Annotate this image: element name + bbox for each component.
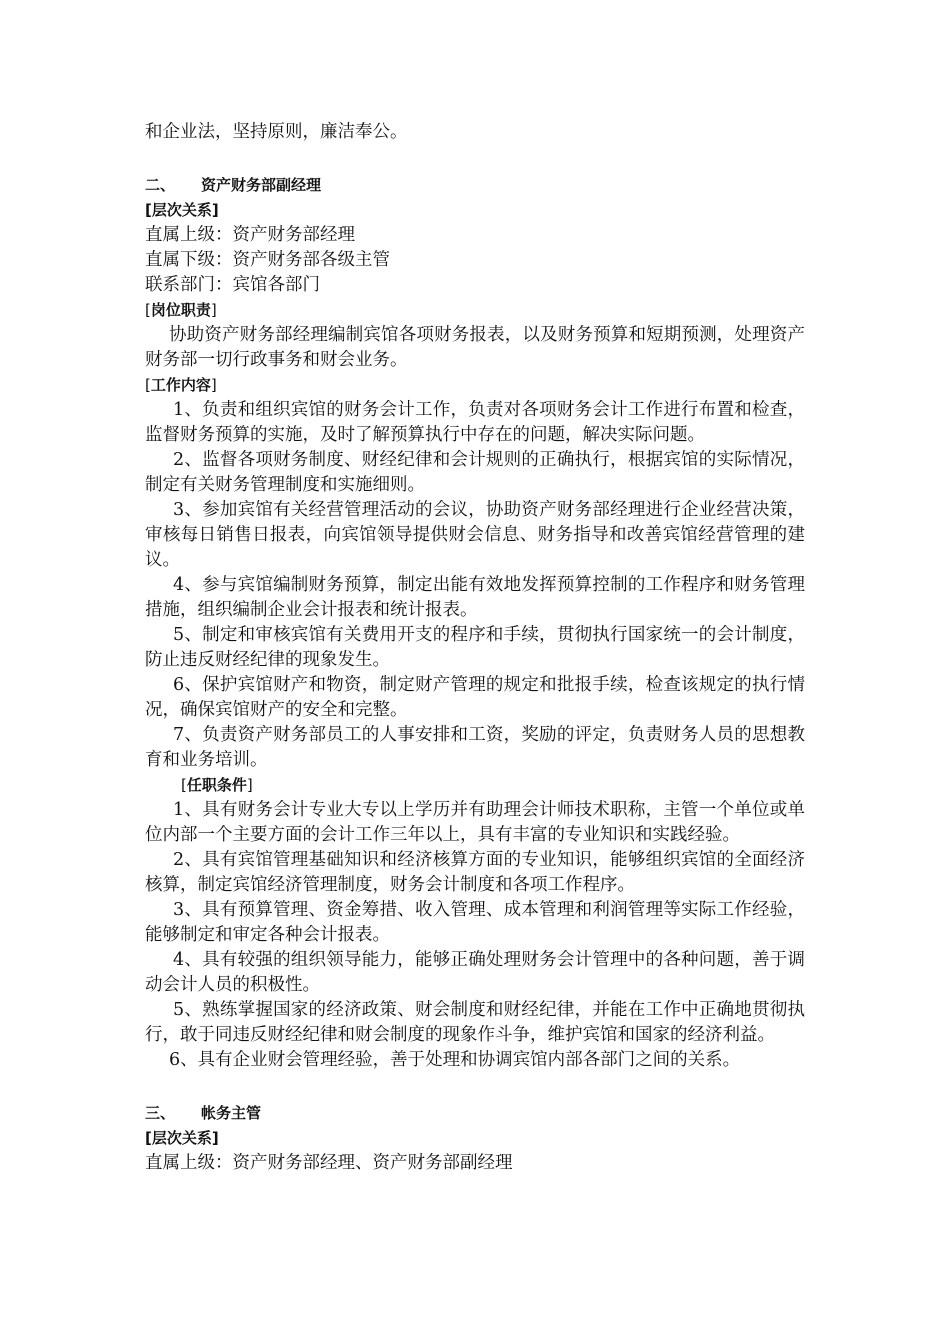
work-item: 2、监督各项财务制度、财经纪律和会计规则的正确执行，根据宾馆的实际情况，制定有关财务管理制度和实施细则。 (145, 450, 805, 495)
section3-title: 帐务主管 (201, 1104, 262, 1122)
qual-item: 4、具有较强的组织领导能力，能够正确处理财务会计管理中的各种问题，善于调动会计人员的积极性。 (145, 950, 805, 995)
section2-work-list (145, 398, 805, 773)
section2-title: 资产财务部副经理 (201, 176, 322, 194)
section3-heading (145, 1101, 805, 1126)
section2-hierarchy-label: [层次关系] (145, 201, 219, 219)
work-item: 6、保护宾馆财产和物资，制定财产管理的规定和批报手续，检查该规定的执行情况，确保宾馆财产的安全和完整。 (145, 675, 805, 720)
work-item: 1、负责和组织宾馆的财务会计工作，负责对各项财务会计工作进行布置和检查，监督财务预算的实施，及时了解预算执行中存在的问题，解决实际问题。 (145, 400, 805, 445)
work-item: 3、参加宾馆有关经营管理活动的会议，协助资产财务部经理进行企业经营决策，审核每日销售日报表，向宾馆领导提供财会信息、财务指导和改善宾馆经营管理的建议。 (145, 500, 805, 570)
qual-item: 5、熟练掌握国家的经济政策、财会制度和财经纪律，并能在工作中正确地贯彻执行，敢于同违反财经纪律和财会制度的现象作斗争，维护宾馆和国家的经济利益。 (145, 1000, 805, 1045)
work-item: 5、制定和审核宾馆有关费用开支的程序和手续，贯彻执行国家统一的会计制度，防止违反财经纪律的现象发生。 (145, 625, 805, 670)
section2-duty-label: [岗位职责] (145, 301, 217, 319)
section3-superior: 直属上级：资产财务部经理、资产财务部副经理 (145, 1153, 513, 1173)
qual-item: 6、具有企业财会管理经验，善于处理和协调宾馆内部各部门之间的关系。 (169, 1050, 741, 1070)
work-item: 4、参与宾馆编制财务预算，制定出能有效地发挥预算控制的工作程序和财务管理措施，组织编制企业会计报表和统计报表。 (145, 575, 805, 620)
intro-tail: 和企业法，坚持原则，廉洁奉公。 (145, 122, 408, 142)
section2-number: 二、 (145, 176, 176, 194)
section2-qual-list (145, 798, 805, 1073)
section3-hierarchy-label: [层次关系] (145, 1129, 219, 1147)
qual-item: 1、具有财务会计专业大专以上学历并有助理会计师技术职称，主管一个单位或单位内部一个主要方面的会计工作三年以上，具有丰富的专业知识和实践经验。 (145, 800, 805, 845)
document-page (145, 120, 805, 1176)
section2-duty-text: 协助资产财务部经理编制宾馆各项财务报表，以及财务预算和短期预测，处理资产财务部一切行政事务和财会业务。 (145, 325, 805, 370)
section2-contact: 联系部门：宾馆各部门 (145, 275, 320, 295)
section2-subordinate: 直属下级：资产财务部各级主管 (145, 250, 390, 270)
work-item: 7、负责资产财务部员工的人事安排和工资，奖励的评定，负责财务人员的思想教育和业务培训。 (145, 725, 805, 770)
section2-work-label: [工作内容] (145, 376, 217, 394)
qual-item: 3、具有预算管理、资金筹措、收入管理、成本管理和利润管理等实际工作经验，能够制定和审定各种会计报表。 (145, 900, 805, 945)
qual-item: 2、具有宾馆管理基础知识和经济核算方面的专业知识，能够组织宾馆的全面经济核算，制定宾馆经济管理制度，财务会计制度和各项工作程序。 (145, 850, 805, 895)
section2-qual-label: [任职条件] (181, 776, 253, 794)
section2-heading (145, 173, 805, 198)
section2-superior: 直属上级：资产财务部经理 (145, 225, 355, 245)
section3-number: 三、 (145, 1104, 176, 1122)
